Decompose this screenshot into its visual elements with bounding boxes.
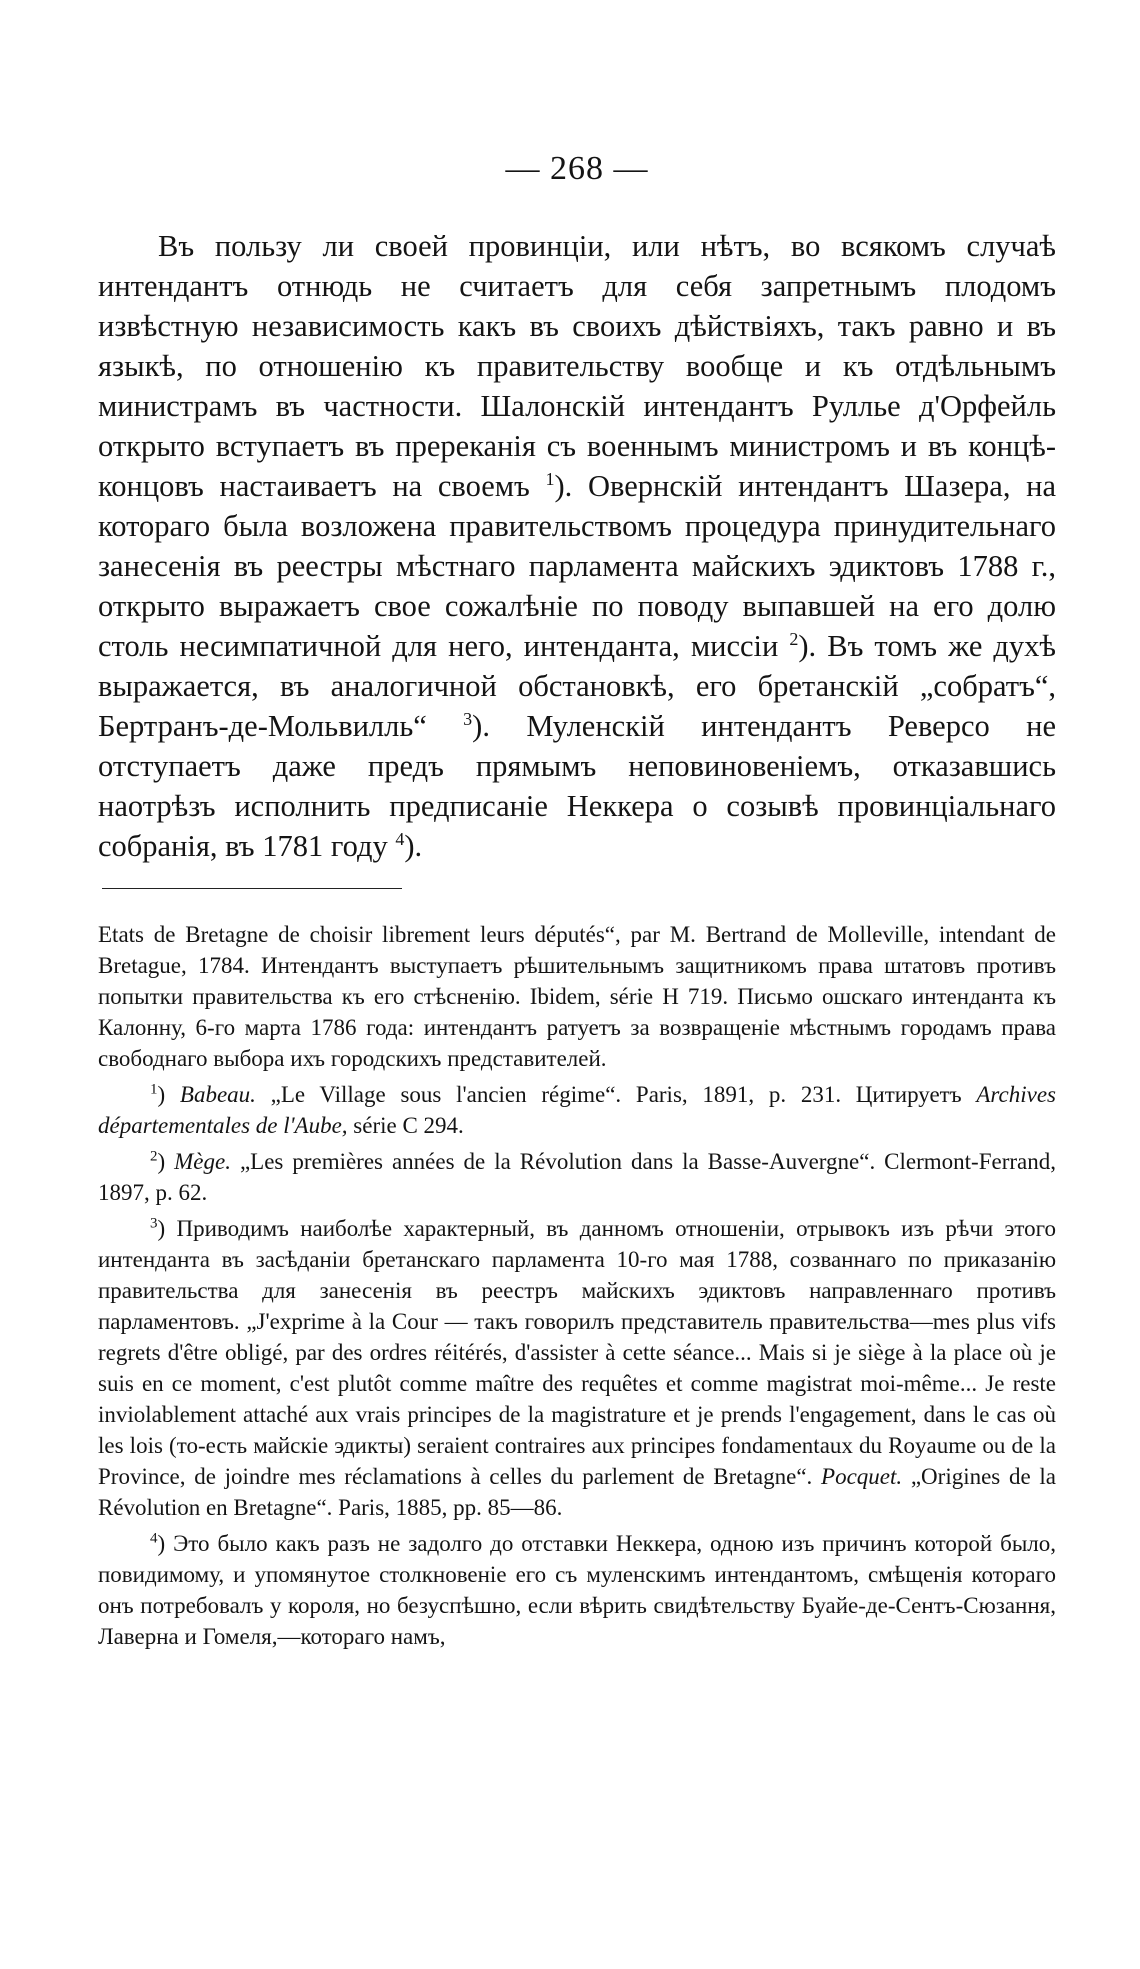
footnote-1-source: Archives départementales de l'Aube, bbox=[98, 1082, 1056, 1138]
footnote-ref-4: 4 bbox=[395, 828, 405, 849]
footnote-4: $^4$) Это было какъ разъ не задолго до отставки Неккера, одною изъ причинъ которой было, повидимому, и упомянутое столкновеніе его съ муленскимъ интендантомъ, смѣщенія котораго онъ потребовалъ у короля, но безуспѣшно, если вѣрить свидѣтельству Буайе-де-Сентъ-Сюзання, Лаверна и Гомеля,—котораго намъ, bbox=[98, 1530, 1056, 1649]
page-number: — 268 — bbox=[505, 150, 649, 187]
footnote-2: $^2$) Mège. „Les premières années de la Révolution dans la Basse-Auvergne“. Clermont-Ferrand, 1897, p. 62. bbox=[98, 1148, 1056, 1205]
footnote-ref-3: 3 bbox=[463, 708, 473, 729]
footnote-3-text-a: Приводимъ наиболѣе характерный, въ данномъ отношеніи, отрывокъ изъ рѣчи этого интенданта въ засѣданіи бретанскаго парламента 10-го мая 1788, созваннаго по приказанію правительства для занесенія въ реестръ майскихъ эдиктовъ направленнаго противъ парламентовъ. „J'exprime à la Cour — такъ говорилъ представитель правительства—mes plus vifs regrets d'être obligé, par des ordres réitérés, d'assister à cette séance... Mais si je siège à la place où je suis en ce moment, c'est plutôt comme maître des requêtes et comme magistrat moi-même... Je reste inviolablement attaché aux vrais principes de la magistrature et je prends l'engagement, dans le cas où les lois (то-есть майскіе эдикты) seraient contraires aux principes fondamentaux du Royaume ou de la Province, de joindre mes réclamations à celles du parlement de Bretagne“. bbox=[98, 1216, 1056, 1489]
footnote-1: $^1$) Babeau. „Le Village sous l'ancien régime“. Paris, 1891, p. 231. Цитируетъ Archives départementales de l'Aube, série C 294. bbox=[98, 1081, 1056, 1138]
footnote-ref-1: 1 bbox=[545, 468, 555, 489]
main-text-part-5: ). bbox=[404, 829, 423, 863]
main-text-part-2: ). Овернскій интендантъ Шазера, на котораго была возложена правительствомъ процедура принудительнаго занесенія въ реестры мѣстнаго парламента майскихъ эдиктовъ 1788 г., открыто выражаетъ свое сожалѣніе по поводу выпавшей на его долю столь несимпатичной для него, интенданта, миссіи bbox=[98, 469, 1057, 663]
footnote-3: $^3$) Приводимъ наиболѣе характерный, въ данномъ отношеніи, отрывокъ изъ рѣчи этого интенданта въ засѣданіи бретанскаго парламента 10-го мая 1788, созваннаго по приказанію правительства для занесенія въ реестръ майскихъ эдиктовъ направленнаго противъ парламентовъ. „J'exprime à la Cour — такъ говорилъ представитель правительства—mes plus vifs regrets d'être obligé, par des ordres réitérés, d'assister à cette séance... Mais si je siège à la place où je suis en ce moment, c'est plutôt comme maître des requêtes et comme magistrat moi-même... Je reste inviolablement attaché aux vrais principes de la magistrature et je prends l'engagement, dans le cas où les lois (то-есть майскіе эдикты) seraient contraires aux principes fondamentaux du Royaume ou de la Province, de joindre mes réclamations à celles du parlement de Bretagne“. Pocquet. „Origines de la Révolution en Bretagne“. Paris, 1885, pp. 85—86. bbox=[98, 1215, 1056, 1520]
footnote-2-author: Mège. bbox=[174, 1149, 231, 1174]
footnote-continuation: Etats de Bretagne de choisir librement leurs députés“, par M. Bertrand de Molleville, intendant de Bretague, 1784. Интендантъ выступаетъ рѣшительнымъ защитникомъ права штатовъ противъ попытки правительства къ его стѣсненію. Ibidem, série H 719. Письмо ошскаго интенданта къ Калонну, 6-го марта 1786 года: интендантъ ратуетъ за возвращеніе мѣстнымъ городамъ права свободнаго выбора ихъ городскихъ представителей. bbox=[98, 922, 1056, 1071]
footnote-ref-2: 2 bbox=[789, 628, 799, 649]
footnote-4-text: Это было какъ разъ не задолго до отставки Неккера, одною изъ причинъ которой было, повидимому, и упомянутое столкновеніе его съ муленскимъ интендантомъ, смѣщенія котораго онъ потребовалъ у короля, но безуспѣшно, если вѣрить свидѣтельству Буайе-де-Сентъ-Сюзання, Лаверна и Гомеля,—котораго намъ, bbox=[98, 1531, 1056, 1649]
footnote-2-text: „Les premières années de la Révolution dans la Basse-Auvergne“. Clermont-Ferrand, 1897, p. 62. bbox=[98, 1149, 1056, 1205]
footnotes-section bbox=[98, 919, 1056, 1652]
main-paragraph bbox=[98, 226, 1056, 866]
footnote-3-text-b: „Origines de la Révolution en Bretagne“. Paris, 1885, pp. 85—86. bbox=[98, 1464, 1056, 1520]
main-text-part-3: ). Въ томъ же духѣ выражается, въ аналогичной обстановкѣ, его бретанскій „собратъ“, Бертранъ-де-Мольвилль“ bbox=[98, 629, 1056, 743]
footnote-1-text-a: „Le Village sous l'ancien régime“. Paris, 1891, p. 231. Цитируетъ bbox=[255, 1082, 977, 1107]
footnote-separator bbox=[102, 888, 402, 889]
footnote-3-author: Pocquet. bbox=[821, 1464, 903, 1489]
footnote-2-mark: 2 bbox=[150, 1148, 158, 1165]
footnote-3-mark: 3 bbox=[150, 1215, 158, 1232]
footnote-4-mark: 4 bbox=[150, 1530, 158, 1547]
footnote-1-author: Babeau. bbox=[179, 1082, 256, 1107]
footnote-1-mark: 1 bbox=[150, 1081, 158, 1098]
footnote-1-text-b: série C 294. bbox=[347, 1113, 464, 1138]
main-text-part-1: Въ пользу ли своей провинціи, или нѣтъ, во всякомъ случаѣ интендантъ отнюдь не считаетъ для себя запретнымъ плодомъ извѣстную независимость какъ въ своихъ дѣйствіяхъ, такъ равно и въ языкѣ, по отношенію къ правительству вообще и къ отдѣльнымъ министрамъ въ частности. Шалонскій интендантъ Руллье д'Орфейль открыто вступаетъ въ пререканія съ военнымъ министромъ и въ концѣ-концовъ настаиваетъ на своемъ bbox=[98, 229, 1056, 503]
document-page bbox=[98, 150, 1056, 1657]
main-text-part-4: ). Муленскій интендантъ Реверсо не отступаетъ даже предъ прямымъ неповиновеніемъ, отказавшись наотрѣзъ исполнить предписаніе Неккера о созывѣ провинціальнаго собранія, въ 1781 году bbox=[98, 709, 1056, 863]
